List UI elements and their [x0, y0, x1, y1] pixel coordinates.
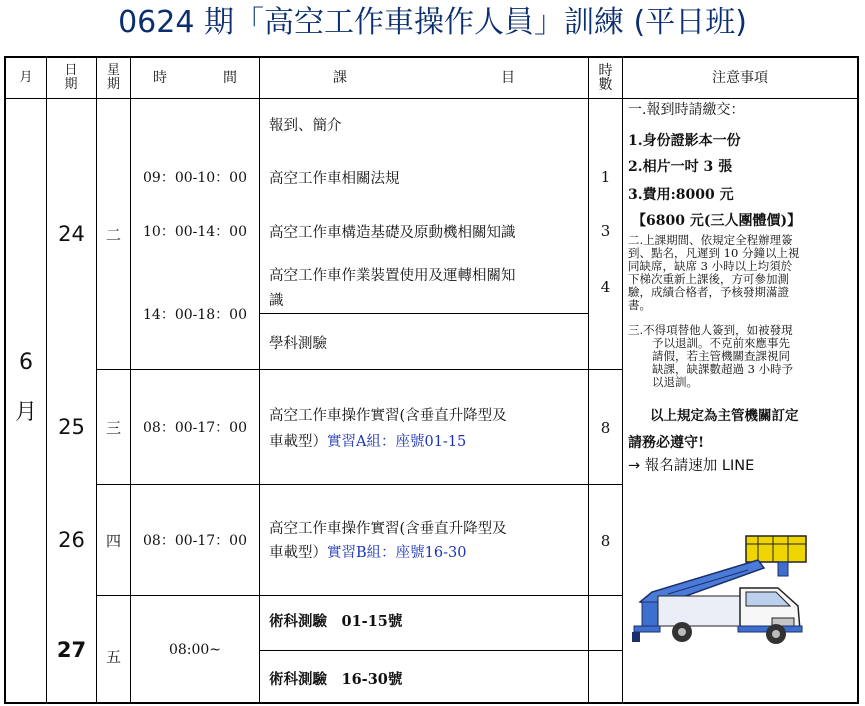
hours-value: 3 [600, 222, 611, 240]
aerial-work-truck-illustration [628, 532, 852, 652]
hours-value: 4 [600, 278, 611, 296]
note-line: 到、點名，凡遲到 10 分鐘以上視 [628, 246, 800, 260]
hours-value: 8 [600, 419, 611, 437]
header-weekday: 星 期 [106, 63, 120, 92]
line-signup-note: → 報名請速加 LINE [628, 458, 755, 474]
hours-value: 1 [600, 168, 611, 186]
weekday-26: 四 [105, 531, 121, 550]
day-26: 26 [58, 528, 85, 552]
note-line: 缺課，缺課數超過 3 小時予 [652, 362, 794, 376]
course-item: 車載型）實習B組：座號16-30 [269, 545, 467, 561]
note-line: 予以退訓。不克前來應事先 [652, 336, 790, 350]
weekday-25: 三 [105, 418, 121, 437]
note-line: 2.相片一吋 3 張 [628, 159, 733, 175]
note-line: 以退訓。 [652, 375, 698, 389]
course-item: 高空工作車操作實習(含垂直升降型及 [269, 521, 507, 537]
time-slot: 10：00-14：00 [143, 224, 247, 240]
month-label: 6 月 [14, 350, 37, 425]
note-line: 下梯次重新上課後，方可參加測 [628, 272, 789, 286]
course-item: 高空工作車相關法規 [269, 171, 400, 187]
group-b-label: 實習B組：座號16-30 [327, 545, 467, 561]
note-line: 三.不得項替他人簽到，如被發現 [628, 323, 793, 337]
note-line: 一.報到時請繳交： [628, 102, 745, 118]
header-day: 日 期 [64, 63, 78, 92]
note-line: 【6800 元(三人團體價)】 [632, 213, 802, 229]
day-27: 27 [56, 638, 87, 662]
note-line: 同缺席，缺席 3 小時以上均須於 [628, 259, 793, 273]
course-item: 術科測驗 01-15號 [269, 613, 403, 630]
course-item: 術科測驗 16-30號 [269, 671, 403, 688]
course-item: 學科測驗 [269, 336, 327, 352]
note-line: 1.身份證影本一份 [628, 133, 741, 149]
header-month: 月 [19, 70, 33, 85]
hours-value: 8 [600, 532, 611, 550]
header-hours: 時 數 [598, 63, 613, 93]
course-item: 高空工作車作業裝置使用及運轉相關知 [269, 268, 516, 284]
weekday-24: 二 [105, 225, 121, 244]
time-slot: 08:00~ [168, 642, 222, 658]
note-line: 書。 [628, 298, 651, 312]
note-line: 二.上課期間、依規定全程辦理簽 [628, 233, 793, 247]
weekday-27: 五 [105, 647, 121, 666]
time-slot: 14：00-18：00 [143, 307, 247, 323]
day-25: 25 [58, 415, 85, 439]
note-line: 請假，若主管機關查課視同 [652, 349, 790, 363]
note-line: 3.費用:8000 元 [628, 187, 734, 203]
group-a-label: 實習A組：座號01-15 [327, 434, 467, 450]
note-line: 驗，成績合格者，予核發期滿證 [628, 285, 789, 299]
header-time: 時 間 [153, 70, 237, 86]
course-item: 識 [269, 293, 284, 309]
note-line: 請務必遵守! [628, 435, 705, 451]
time-slot: 08：00-17：00 [143, 420, 247, 436]
header-notes: 注意事項 [712, 70, 768, 86]
course-item: 報到、簡介 [269, 118, 342, 134]
note-line: 以上規定為主管機關訂定 [650, 408, 799, 424]
course-item: 高空工作車操作實習(含垂直升降型及 [269, 408, 507, 424]
course-item: 車載型）實習A組：座號01-15 [269, 434, 467, 450]
time-slot: 09：00-10：00 [143, 170, 247, 186]
header-course: 課 目 [333, 70, 515, 86]
day-24: 24 [58, 222, 85, 246]
course-item: 高空工作車構造基礎及原動機相關知識 [269, 225, 516, 241]
page-title: 0624 期「高空工作車操作人員」訓練 (平日班) [118, 5, 747, 40]
time-slot: 08：00-17：00 [143, 533, 247, 549]
